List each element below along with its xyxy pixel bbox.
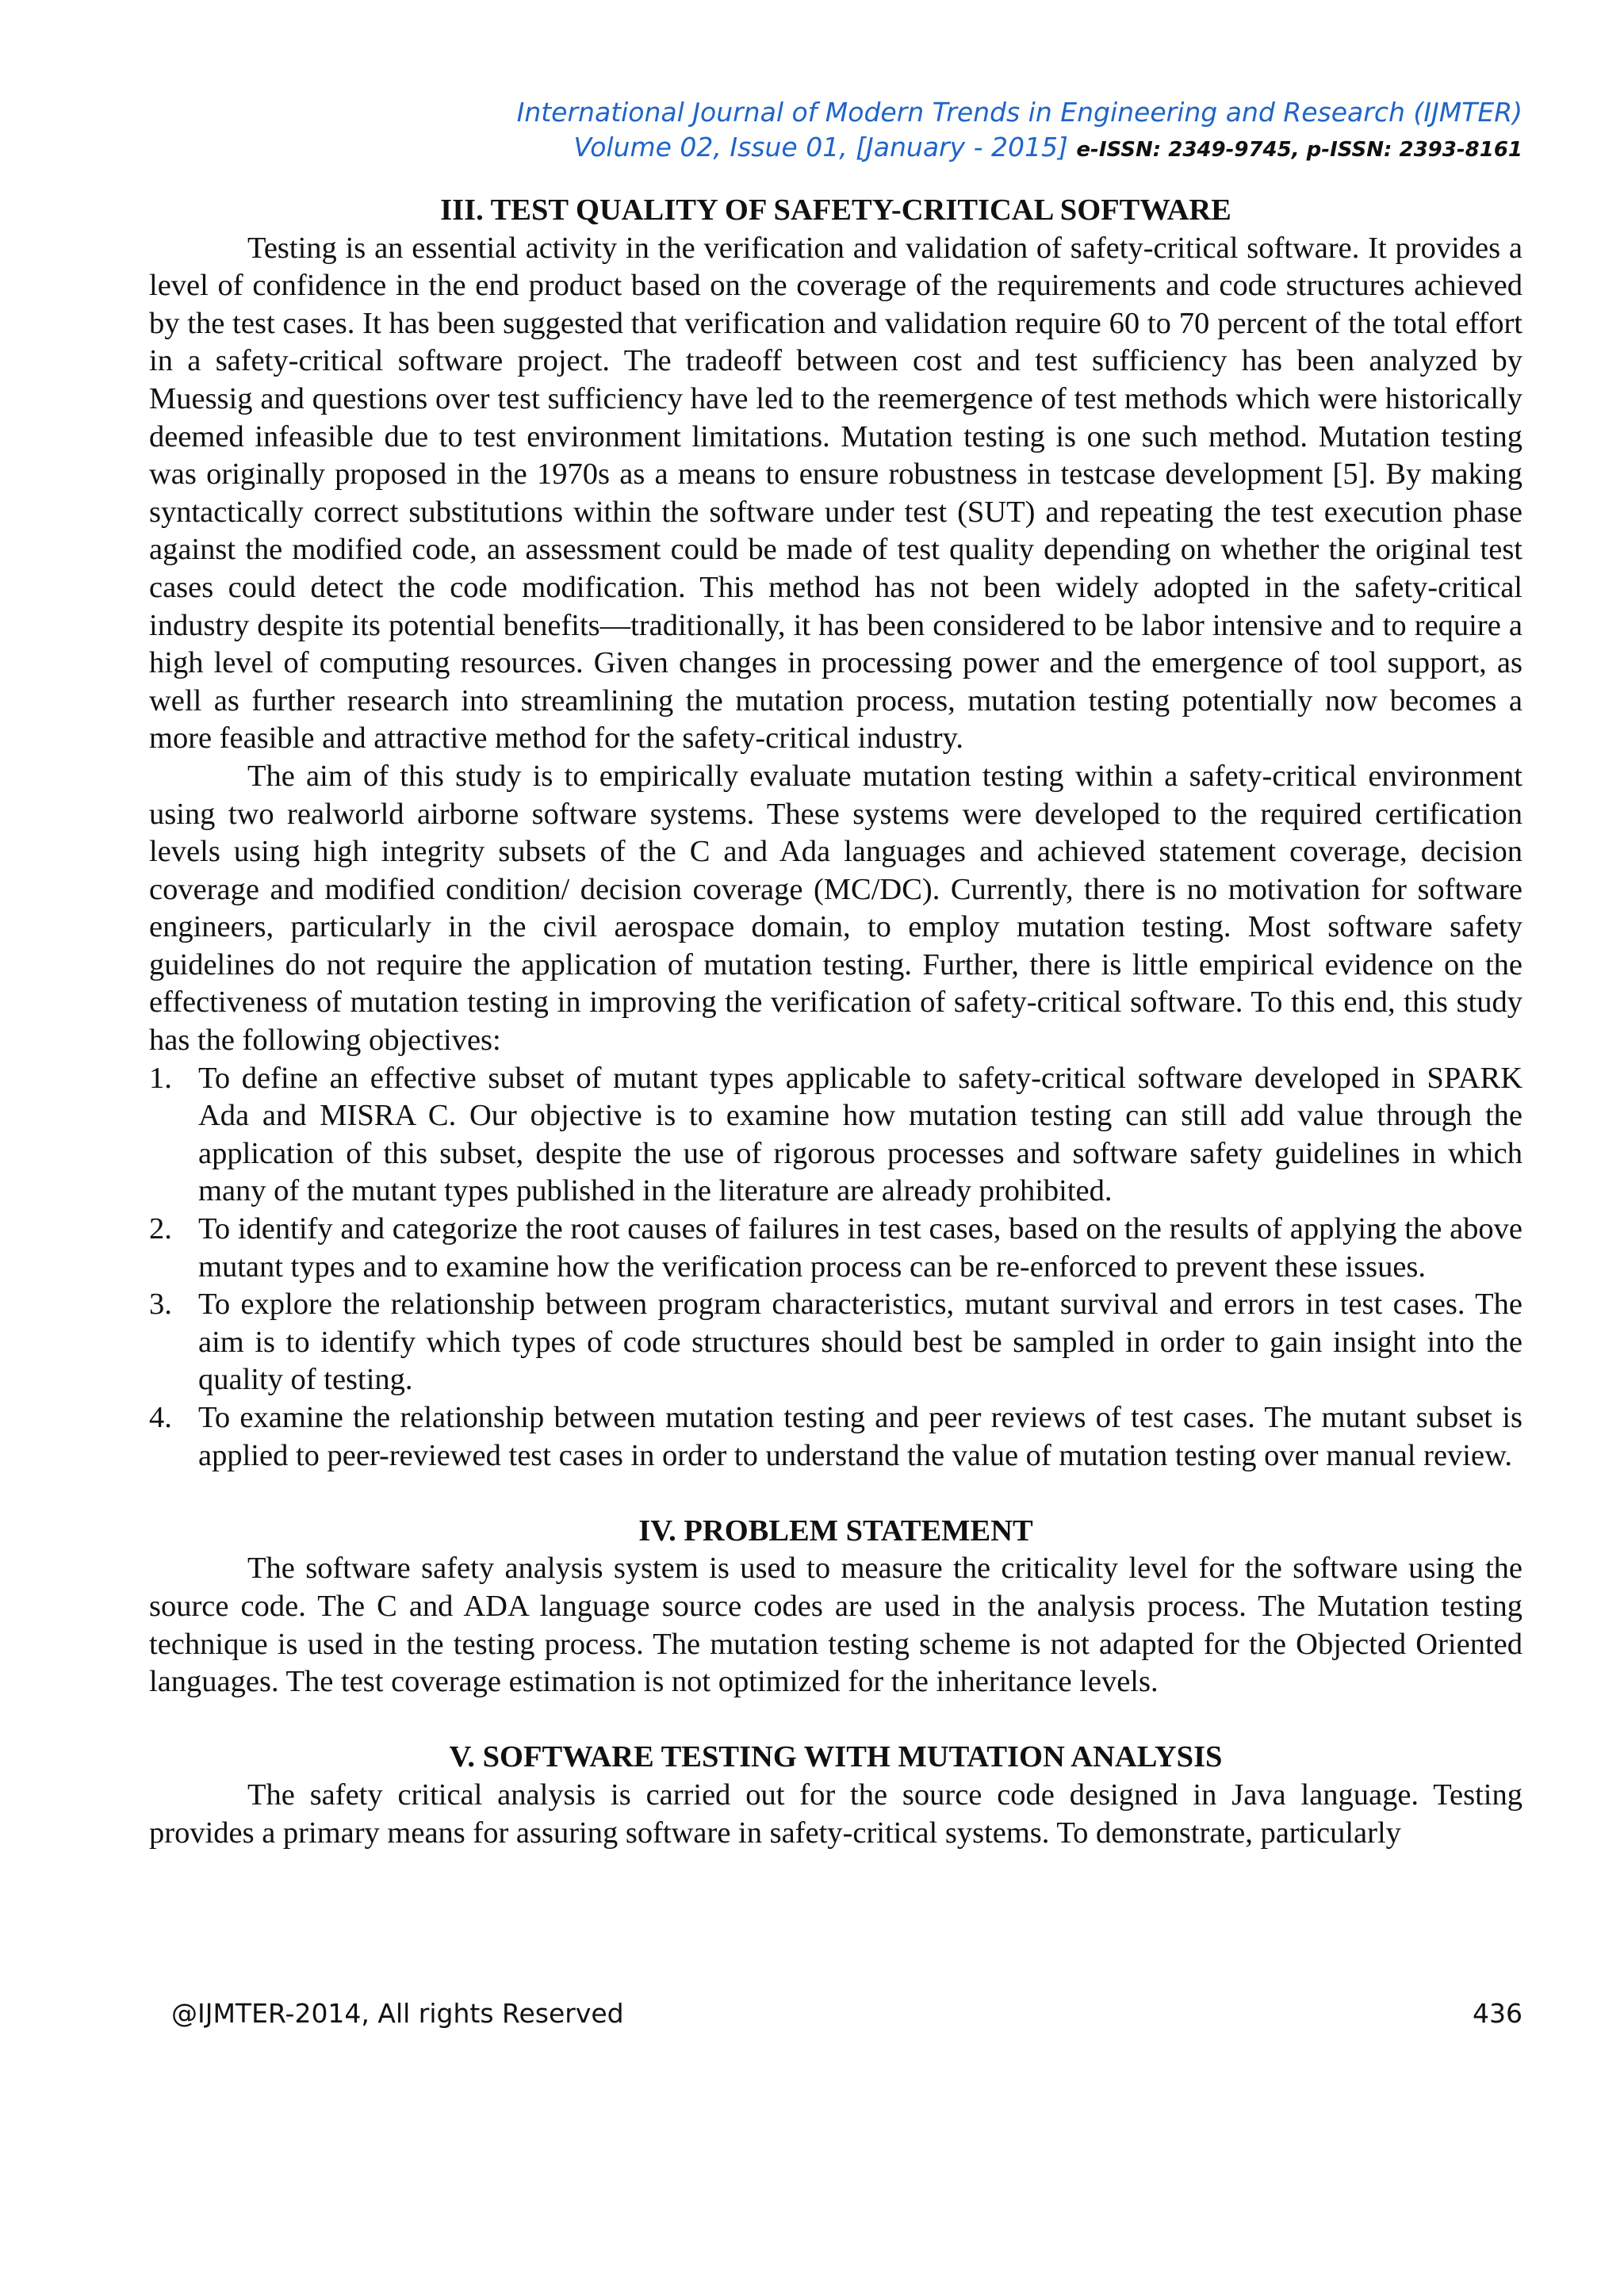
list-item-number: 2.: [149, 1212, 172, 1246]
list-item-number: 3.: [149, 1288, 172, 1322]
section-spacer: [149, 1475, 1522, 1513]
journal-header: [517, 95, 1522, 167]
list-item-text: To examine the relationship between mutation testing and peer reviews of test cases. The mutant subset is applied to peer-reviewed test cases in order to understand the value of mutation testing over manual review.: [198, 1401, 1522, 1472]
page-number: 436: [1473, 1998, 1522, 2029]
section-3-paragraph-2: The aim of this study is to empirically evaluate mutation testing within a safety-critical environment using two realworld airborne software systems. These systems were developed to the required certification levels using high integrity subsets of the C and Ada languages and achieved statement coverage, decision coverage and modified condition/ decision coverage (MC/DC). Currently, there is no motivation for software engineers, particularly in the civil aerospace domain, to employ mutation testing. Most software safety guidelines do not require the application of mutation testing. Further, there is little empirical evidence on the effectiveness of mutation testing in improving the verification of safety-critical software. To this end, this study has the following objectives:: [149, 759, 1522, 1058]
section-4-title: IV. PROBLEM STATEMENT: [638, 1513, 1033, 1548]
copyright-notice: @IJMTER-2014, All rights Reserved: [171, 1998, 624, 2029]
journal-title: International Journal of Modern Trends in Engineering and Research (IJMTER): [516, 97, 1522, 128]
list-item-text: To identify and categorize the root causes of failures in test cases, based on the results of applying the above mutant types and to examine how the verification process can be re-enforced to prevent these issues.: [198, 1212, 1522, 1284]
section-4-paragraph-1: The software safety analysis system is used to measure the criticality level for the software using the source code. The C and ADA language source codes are used in the analysis process. The Mutation testing technique is used in the testing process. The mutation testing scheme is not adapted for the Objected Oriented languages. The test coverage estimation is not optimized for the inheritance levels.: [149, 1552, 1522, 1699]
section-5-title: V. SOFTWARE TESTING WITH MUTATION ANALYSIS: [449, 1740, 1223, 1774]
journal-volume: Volume 02, Issue 01, [January - 2015]: [573, 132, 1068, 163]
section-3-paragraph-1: Testing is an essential activity in the verification and validation of safety-critical software. It provides a level of confidence in the end product based on the coverage of the requirements and code structures achieved by the test cases. It has been suggested that verification and validation require 60 to 70 percent of the total effort in a safety-critical software project. The tradeoff between cost and test sufficiency has been analyzed by Muessig and questions over test sufficiency have led to the reemergence of test methods which were historically deemed infeasible due to test environment limitations. Mutation testing is one such method. Mutation testing was originally proposed in the 1970s as a means to ensure robustness in testcase development [5]. By making syntactically correct substitutions within the software under test (SUT) and repeating the test execution phase against the modified code, an assessment could be made of test quality depending on whether the original test cases could detect the code modification. This method has not been widely adopted in the safety-critical industry despite its potential benefits—traditionally, it has been considered to be labor intensive and to require a high level of computing resources. Given changes in processing power and the emergence of tool support, as well as further research into streamlining the mutation process, mutation testing potentially now becomes a more feasible and attractive method for the safety-critical industry.: [149, 231, 1522, 756]
page-footer: [171, 1996, 1522, 2031]
list-item: [149, 1211, 1522, 1286]
list-item: [149, 1286, 1522, 1399]
list-item-text: To explore the relationship between program characteristics, mutant survival and errors in test cases. The aim is to identify which types of code structures should best be sampled in order to gain insight into the quality of testing.: [198, 1288, 1522, 1397]
list-item: [149, 1399, 1522, 1475]
section-3-title: III. TEST QUALITY OF SAFETY-CRITICAL SOFTWARE: [440, 193, 1231, 227]
list-item: [149, 1060, 1522, 1211]
list-item-number: 1.: [149, 1061, 172, 1095]
objectives-list: [149, 1060, 1522, 1475]
section-5-paragraph-1: The safety critical analysis is carried out for the source code designed in Java language. Testing provides a primary means for assuring software in safety-critical systems. To demonstrate, particularly: [149, 1777, 1522, 1850]
section-spacer: [149, 1701, 1522, 1739]
journal-volume-line: [517, 130, 1522, 167]
list-item-number: 4.: [149, 1401, 172, 1434]
journal-issn: e-ISSN: 2349-9745, p-ISSN: 2393-8161: [1076, 138, 1522, 162]
list-item-text: To define an effective subset of mutant types applicable to safety-critical software developed in SPARK Ada and MISRA C. Our objective is to examine how mutation testing can still add value through the application of this subset, despite the use of rigorous processes and software safety guidelines in which many of the mutant types published in the literature are already prohibited.: [198, 1061, 1522, 1208]
article-body: [149, 192, 1522, 1852]
